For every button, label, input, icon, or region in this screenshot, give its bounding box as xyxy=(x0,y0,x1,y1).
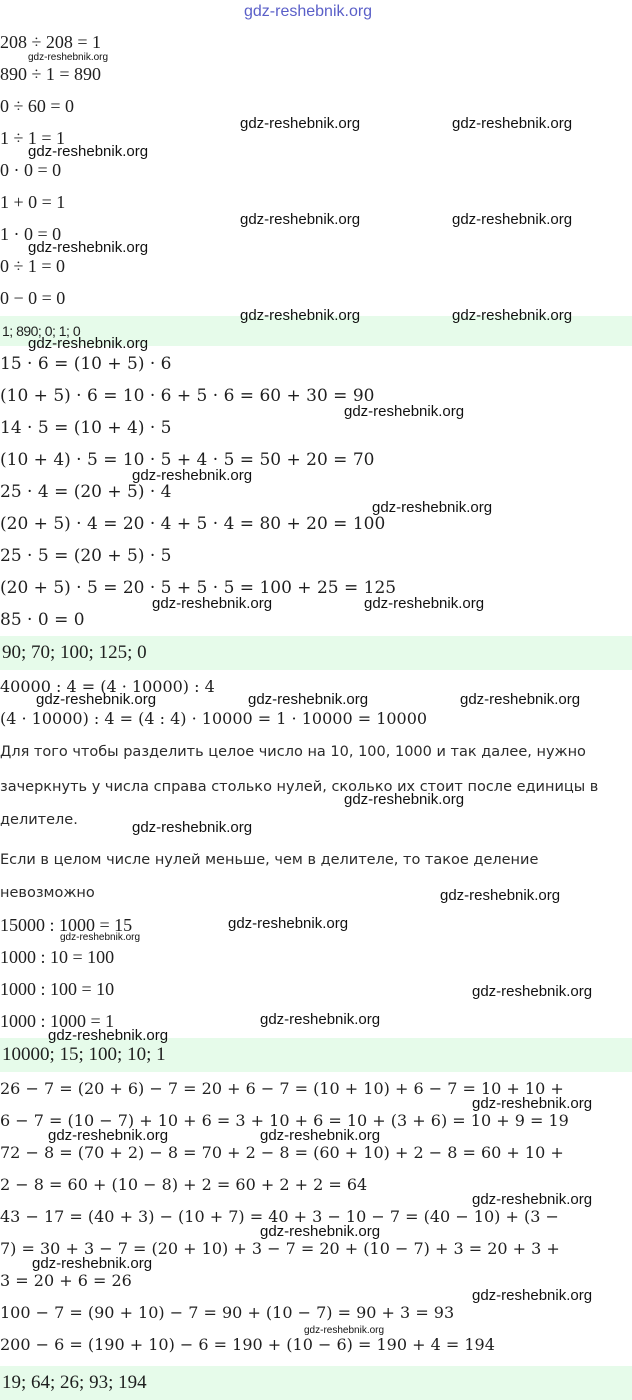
header-site-watermark: gdz-reshebnik.org xyxy=(244,3,373,20)
watermark: gdz-reshebnik.org xyxy=(472,1191,593,1208)
expression-line: 26 − 7 = (20 + 6) − 7 = 20 + 6 − 7 = (10 + 10) + 6 − 7 = 10 + 10 + xyxy=(0,1079,564,1098)
watermark: gdz-reshebnik.org xyxy=(304,1325,385,1336)
expression-line: 2 − 8 = 60 + (10 − 8) + 2 = 60 + 2 + 2 = 64 xyxy=(0,1175,368,1194)
watermark: gdz-reshebnik.org xyxy=(452,211,573,228)
watermark: gdz-reshebnik.org xyxy=(240,307,361,324)
watermark: gdz-reshebnik.org xyxy=(344,403,465,420)
rule-text: невозможно xyxy=(0,885,95,901)
watermark: gdz-reshebnik.org xyxy=(344,791,465,808)
expression-line: 85 · 0 = 0 xyxy=(0,610,85,630)
watermark: gdz-reshebnik.org xyxy=(228,915,349,932)
watermark: gdz-reshebnik.org xyxy=(240,115,361,132)
expression-line: (10 + 4) · 5 = 10 · 5 + 4 · 5 = 50 + 20 = 70 xyxy=(0,450,375,470)
expression-line: (10 + 5) · 6 = 10 · 6 + 5 · 6 = 60 + 30 = 90 xyxy=(0,386,375,406)
expression-line: 1000 : 10 = 100 xyxy=(0,947,115,967)
watermark: gdz-reshebnik.org xyxy=(372,499,493,516)
watermark: gdz-reshebnik.org xyxy=(28,143,149,160)
answer-bar: 1; 890; 0; 1; 0 xyxy=(0,316,632,346)
expression-line: (20 + 5) · 5 = 20 · 5 + 5 · 5 = 100 + 25 = 125 xyxy=(0,578,397,598)
expression-line: 6 − 7 = (10 − 7) + 10 + 6 = 3 + 10 + 6 = 10 + (3 + 6) = 10 + 9 = 19 xyxy=(0,1111,569,1130)
expression-line: 25 · 5 = (20 + 5) · 5 xyxy=(0,546,172,566)
expression-line: 0 ÷ 1 = 0 xyxy=(0,256,66,276)
watermark: gdz-reshebnik.org xyxy=(472,1287,593,1304)
answer-bar: 90; 70; 100; 125; 0 xyxy=(0,636,632,670)
expression-line: 43 − 17 = (40 + 3) − (10 + 7) = 40 + 3 − 10 − 7 = (40 − 10) + (3 − xyxy=(0,1207,559,1226)
expression-line: 0 − 0 = 0 xyxy=(0,288,66,308)
expression-line: 100 − 7 = (90 + 10) − 7 = 90 + (10 − 7) = 90 + 3 = 93 xyxy=(0,1303,455,1322)
watermark: gdz-reshebnik.org xyxy=(60,932,141,943)
watermark: gdz-reshebnik.org xyxy=(452,115,573,132)
watermark: gdz-reshebnik.org xyxy=(452,307,573,324)
answer-bar: 10000; 15; 100; 10; 1 xyxy=(0,1038,632,1072)
expression-line: 40000 : 4 = (4 · 10000) : 4 xyxy=(0,677,215,696)
watermark: gdz-reshebnik.org xyxy=(472,983,593,1000)
watermark: gdz-reshebnik.org xyxy=(260,1127,381,1144)
rule-text: делителе. xyxy=(0,812,78,828)
expression-line: 1 ÷ 1 = 1 xyxy=(0,128,66,148)
rule-text: Если в целом числе нулей меньше, чем в делителе, то такое деление xyxy=(0,852,539,868)
expression-line: (4 · 10000) : 4 = (4 : 4) · 10000 = 1 · 10000 = 10000 xyxy=(0,709,428,728)
expression-line: 14 · 5 = (10 + 4) · 5 xyxy=(0,418,172,438)
watermark: gdz-reshebnik.org xyxy=(248,691,369,708)
watermark: gdz-reshebnik.org xyxy=(28,335,149,352)
expression-line: 7) = 30 + 3 − 7 = (20 + 10) + 3 − 7 = 20 + (10 − 7) + 3 = 20 + 3 + xyxy=(0,1239,560,1258)
expression-line: 72 − 8 = (70 + 2) − 8 = 70 + 2 − 8 = (60 + 10) + 2 − 8 = 60 + 10 + xyxy=(0,1143,564,1162)
watermark: gdz-reshebnik.org xyxy=(152,595,273,612)
expression-line: 890 ÷ 1 = 890 xyxy=(0,64,102,84)
watermark: gdz-reshebnik.org xyxy=(472,1095,593,1112)
expression-line: 0 · 0 = 0 xyxy=(0,160,62,180)
expression-line: 1 · 0 = 0 xyxy=(0,224,62,244)
watermark: gdz-reshebnik.org xyxy=(28,52,109,63)
expression-line: 208 ÷ 208 = 1 xyxy=(0,32,102,52)
watermark: gdz-reshebnik.org xyxy=(260,1011,381,1028)
expression-line: (20 + 5) · 4 = 20 · 4 + 5 · 4 = 80 + 20 = 100 xyxy=(0,514,386,534)
expression-line: 1 + 0 = 1 xyxy=(0,192,66,212)
expression-line: 1000 : 100 = 10 xyxy=(0,979,115,999)
rule-text: Для того чтобы разделить целое число на 10, 100, 1000 и так далее, нужно xyxy=(0,744,586,760)
watermark: gdz-reshebnik.org xyxy=(36,691,157,708)
expression-line: 1000 : 1000 = 1 xyxy=(0,1011,115,1031)
expression-line: 25 · 4 = (20 + 5) · 4 xyxy=(0,482,172,502)
watermark: gdz-reshebnik.org xyxy=(48,1027,169,1044)
watermark: gdz-reshebnik.org xyxy=(28,239,149,256)
watermark: gdz-reshebnik.org xyxy=(240,211,361,228)
watermark: gdz-reshebnik.org xyxy=(260,1223,381,1240)
watermark: gdz-reshebnik.org xyxy=(460,691,581,708)
watermark: gdz-reshebnik.org xyxy=(48,1127,169,1144)
expression-line: 200 − 6 = (190 + 10) − 6 = 190 + (10 − 6) = 190 + 4 = 194 xyxy=(0,1335,495,1354)
watermark: gdz-reshebnik.org xyxy=(440,887,561,904)
watermark: gdz-reshebnik.org xyxy=(32,1255,153,1272)
watermark: gdz-reshebnik.org xyxy=(364,595,485,612)
expression-line: 15000 : 1000 = 15 xyxy=(0,915,133,935)
expression-line: 0 ÷ 60 = 0 xyxy=(0,96,75,116)
answer-bar: 19; 64; 26; 93; 194 xyxy=(0,1366,632,1400)
rule-text: зачеркнуть у числа справа столько нулей, сколько их стоит после единицы в xyxy=(0,779,599,795)
expression-line: 3 = 20 + 6 = 26 xyxy=(0,1271,132,1290)
watermark: gdz-reshebnik.org xyxy=(132,467,253,484)
expression-line: 15 · 6 = (10 + 5) · 6 xyxy=(0,354,172,374)
watermark: gdz-reshebnik.org xyxy=(132,819,253,836)
